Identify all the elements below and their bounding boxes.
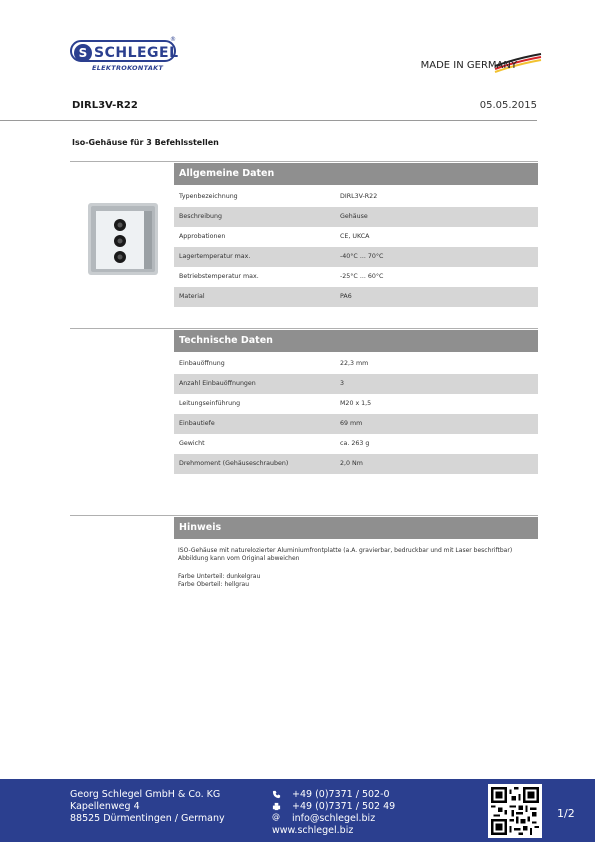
email-link[interactable]: info@schlegel.biz [292,813,376,824]
company-city: 88525 Dürmentingen / Germany [70,813,225,824]
company-name: Georg Schlegel GmbH & Co. KG [70,789,221,800]
product-image [88,203,158,275]
spec-row [174,434,538,454]
spec-row [174,354,538,374]
spec-value: -25°C ... 60°C [340,273,384,280]
qr-code-icon[interactable] [488,784,542,838]
spec-label: Betriebstemperatur max. [179,273,259,280]
schlegel-logo [70,36,179,72]
spec-value: DIRL3V-R22 [340,193,378,200]
spec-label: Beschreibung [179,213,222,220]
document-title: DIRL3V-R22 [72,100,138,111]
page-number: 1/2 [557,807,575,820]
spec-row [174,394,538,414]
general-data-heading: Allgemeine Daten [174,163,538,185]
note-text: Abbildung kann vom Original abweichen [178,555,300,562]
spec-label: Typenbezeichnung [179,193,238,200]
spec-row [174,414,538,434]
spec-value: 3 [340,380,345,387]
spec-row [174,287,538,307]
spec-value: ca. 263 g [340,440,370,447]
spec-row [174,207,538,227]
made-in-germany: MADE IN GERMANY [420,60,517,71]
phone-number[interactable]: +49 (0)7371 / 502-0 [292,789,390,800]
spec-value: PA6 [340,293,352,300]
spec-label: Lagertemperatur max. [179,253,251,260]
logo-wordmark: SCHLEGEL [94,45,179,61]
footer [0,779,595,842]
phone-icon [272,790,281,799]
spec-value: 22,3 mm [340,360,369,367]
logo-initial: S [74,44,92,62]
spec-row [174,227,538,247]
spec-row [174,187,538,207]
header-divider [0,120,537,121]
fax-number: +49 (0)7371 / 502 49 [292,801,396,812]
spec-value: -40°C ... 70°C [340,253,384,260]
registered-mark: ® [170,36,176,43]
spec-label: Material [179,293,205,300]
spec-value: 2,0 Nm [340,460,363,467]
website-link[interactable]: www.schlegel.biz [272,825,354,836]
section-divider [70,328,538,329]
note-text: ISO-Gehäuse mit naturelozierter Aluminiumfrontplatte (a.A. gravierbar, bedruckbar und mit Laser beschriftbar) [178,547,513,554]
spec-row [174,267,538,287]
spec-label: Einbautiefe [179,420,215,427]
section-divider [70,161,538,162]
spec-label: Leitungseinführung [179,400,241,407]
spec-label: Anzahl Einbauöffnungen [179,380,256,387]
spec-label: Approbationen [179,233,226,240]
product-title: Iso-Gehäuse für 3 Befehlsstellen [72,138,219,147]
spec-row [174,247,538,267]
logo-badge [70,40,179,62]
company-street: Kapellenweg 4 [70,801,140,812]
fax-icon [272,802,281,811]
note-text: Farbe Oberteil: hellgrau [178,581,250,588]
spec-row [174,454,538,474]
note-heading: Hinweis [174,517,538,539]
note-text: Farbe Unterteil: dunkelgrau [178,573,261,580]
technical-data-heading: Technische Daten [174,330,538,352]
at-icon: @ [272,812,280,821]
spec-label: Gewicht [179,440,205,447]
spec-value: 69 mm [340,420,363,427]
spec-label: Drehmoment (Gehäuseschrauben) [179,460,289,467]
spec-row [174,374,538,394]
logo-subtitle: ELEKTROKONTAKT [92,64,164,72]
spec-value: M20 x 1,5 [340,400,372,407]
spec-value: Gehäuse [340,213,368,220]
section-divider [70,515,538,516]
spec-label: Einbauöffnung [179,360,225,367]
document-date: 05.05.2015 [479,100,537,111]
spec-value: CE, UKCA [340,233,370,240]
